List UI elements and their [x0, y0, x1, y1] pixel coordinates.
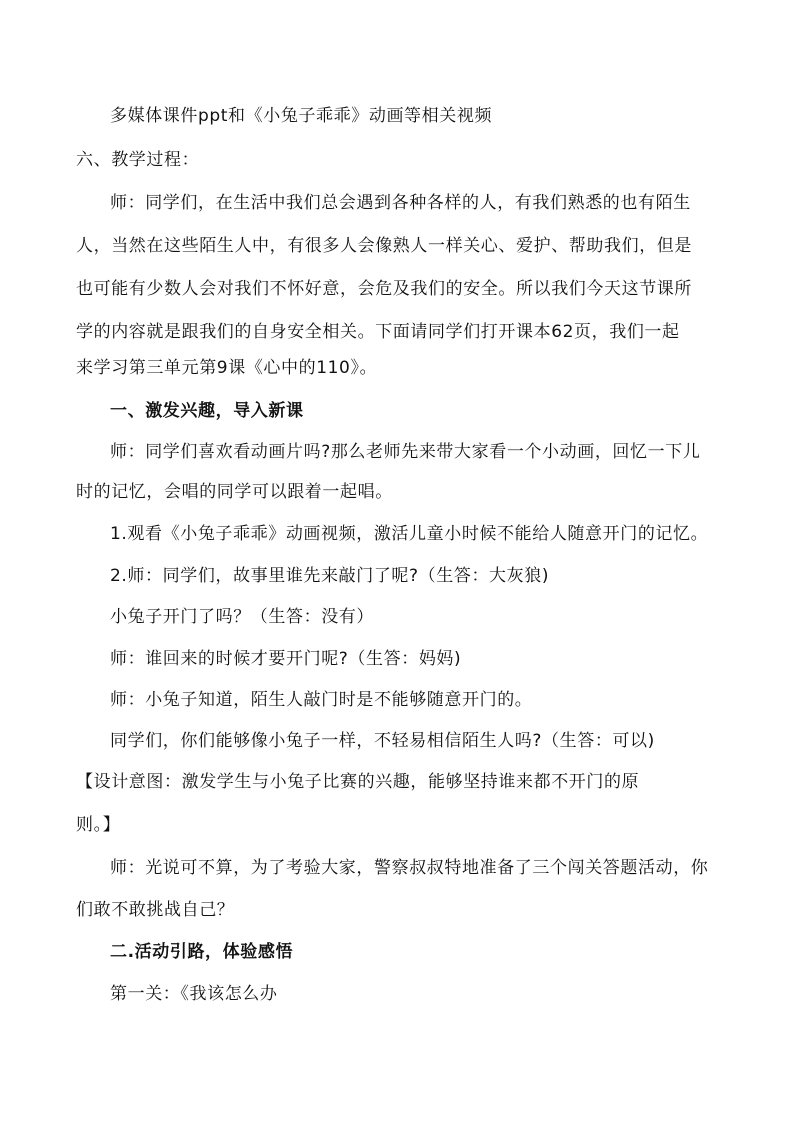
paragraph-line: 师：同学们喜欢看动画片吗?那么老师先来带大家看一个小动画，回忆一下儿 [110, 442, 701, 462]
section-heading-one: 一、激发兴趣，导入新课 [110, 401, 304, 421]
design-intent-line: 【设计意图：激发学生与小兔子比赛的兴趣，能够坚持谁来都不开门的原 [76, 772, 640, 792]
paragraph-line: 学的内容就是跟我们的自身安全相关。下面请同学们打开课本62页，我们一起 [76, 322, 680, 342]
paragraph-line: 师：同学们，在生活中我们总会遇到各种各样的人，有我们熟悉的也有陌生 [110, 193, 691, 213]
dialogue-line: 师：小兔子知道，陌生人敲门时是不能够随意开门的。 [110, 690, 533, 710]
dialogue-line: 小兔子开门了吗？（生答：没有） [110, 607, 374, 627]
list-item: 1.观看《小兔子乖乖》动画视频，激活儿童小时候不能给人随意开门的记忆。 [110, 524, 709, 544]
dialogue-line: 师：谁回来的时候才要开门呢?（生答：妈妈) [110, 649, 462, 669]
section-heading-two: 二.活动引路，体验感悟 [110, 942, 294, 962]
text-line-materials: 多媒体课件ppt和《小兔子乖乖》动画等相关视频 [110, 106, 493, 126]
paragraph-line: 来学习第三单元第9课《心中的110》。 [76, 358, 378, 378]
paragraph-line: 们敢不敢挑战自己？ [76, 900, 235, 920]
dialogue-line: 同学们，你们能够像小兔子一样，不轻易相信陌生人吗?（生答：可以) [110, 731, 655, 751]
paragraph-line: 也可能有少数人会对我们不怀好意，会危及我们的安全。所以我们今天这节课所 [76, 279, 692, 299]
paragraph-line: 时的记忆，会唱的同学可以跟着一起唱。 [76, 482, 393, 502]
list-item: 2.师：同学们，故事里谁先来敲门了呢?（生答：大灰狼) [110, 566, 550, 586]
paragraph-line: 师：光说可不算，为了考验大家，警察叔叔特地准备了三个闯关答题活动，你 [110, 858, 709, 878]
paragraph-line: 人，当然在这些陌生人中，有很多人会像熟人一样关心、爱护、帮助我们，但是 [76, 236, 692, 256]
section-heading-teaching-process: 六、教学过程： [76, 150, 200, 170]
subsection-heading: 第一关：《我该怎么办 [110, 984, 278, 1004]
design-intent-line: 则。】 [76, 815, 121, 835]
